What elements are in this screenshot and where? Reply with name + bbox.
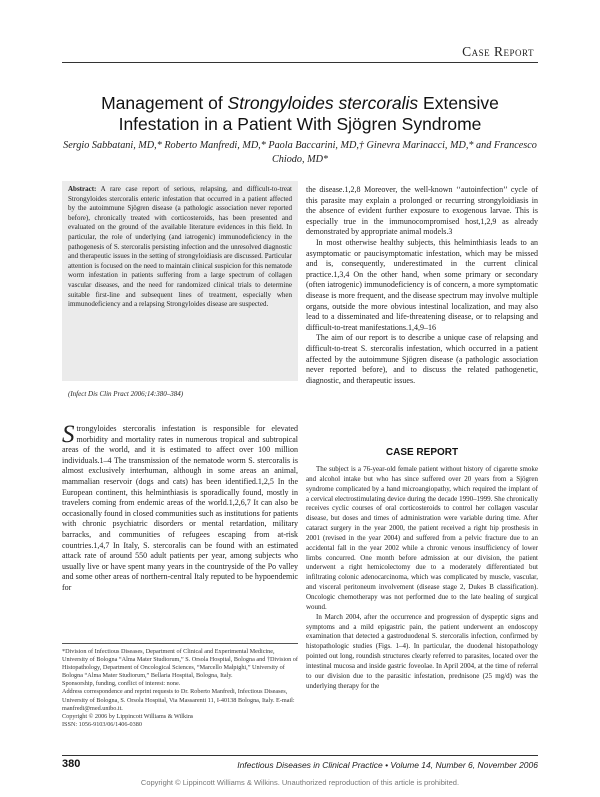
case-report-body [306,465,538,691]
copyright-notice: Copyright © Lippincott Williams & Wilkins. Unauthorized reproduction of this article is prohibited. [140,778,460,787]
footnotes [62,643,298,729]
title-species: Strongyloides stercoralis [227,93,419,113]
footnote-issn: ISSN: 1056-9103/06/1406-0380 [62,720,142,728]
title-end: Extensive Infestation in a Patient With Sjögren Syndrome [118,93,499,134]
abstract-box [62,181,298,381]
abstract-paragraph [68,185,292,310]
journal-footer: Infectious Diseases in Clinical Practice • Volume 14, Number 6, November 2006 [237,760,538,770]
abstract-text: A rare case report of serious, relapsing, and difficult-to-treat Strongyloides stercoralis enteric infestation that occurred in a patient affected by the autoimmune Sjögren disease (a pathologic association never reported before), chronically treated with corticosteroids, has been presented and evaluated on the ground of the available literature evidences in this field. In particular, the role of underlying (and iatrogenic) immunodeficiency in the pathogenesis of S. stercoralis persisting infection and the unresolved diagnostic and therapeutic issues in the setting of strongyloidiasis are discussed. Particular attention is focused on the need to maintain clinical suspicion for this nematode worm infestation in patients suffering from a large spectrum of collagen vascular diseases, and the need for randomized clinical trials to determine suitable first-line and subsequent lines of treatment, especially when immunodeficiency and a relapsing Strongyloides disease are suspected. [68,185,292,309]
case-paragraph-1: The subject is a 76-year-old female patient without history of cigarette smoke and alcohol intake but who has since suffered over 20 years from a Sjögren syndrome complicated by a hand microangiopathy, which required the implant of a cervical electrostimulating device during the decade 1990–1999. She chronically receives cyclic courses of oral corticosteroids to control her collagen vascular disease, but doses and times of administration were variable during time. After cataract surgery in the year 2000, the patient received a right hip prosthesis in 2001 (revised in the year 2004) and suffered from a pelvic fracture due to an accidental fall in the year 2002 while a chronic venous insufficiency of lower limbs concurred. One month before admission at our division, the patient underwent a right hemicolectomy due to a moderately differentiated but infiltrating colonic adenocarcinoma, which was complicated by muscle, vascular, and visceral peritoneum involvement (disease stage 2, Dukes B classification). Oncologic chemotherapy was not performed due to the late healing of surgical wound. [306,465,538,611]
intro-paragraph [62,421,298,594]
right-paragraph-1: the disease.1,2,8 Moreover, the well-known ‘‘autoinfection’’ cycle of this parasite may explain a prolonged or recurring strongyloidiasis in the absence of evident further exposure to exogenous larvae. This is especially true in the immunocompromised host,1,2,9 as already demonstrated by appropriate animal models.3 [306,185,538,237]
drop-cap: S [62,421,75,448]
right-paragraph-2: In most otherwise healthy subjects, this helminthiasis leads to an asymptomatic or paucisymptomatic infestation, which may be missed and is, consequently, underestimated in the current clinical practice.1,3,4 On the other hand, when some primary or secondary (often iatrogenic) immunodeficiency is of concern, a more symptomatic disease is more frequent, and the disease spectrum may involve multiple organs, outside the more obvious intestinal localization, and may also lead to a disseminated and life-threatening disease, or to relapsing and difficult-to-treat manifestations.1,4,9–16 [306,237,538,332]
footnote-affiliations: *Division of Infectious Diseases, Department of Clinical and Experimental Medicine, University of Bologna “Alma Mater Studiorum,” S. Orsola Hospital, Bologna and †Division of Histopathology, Department of Oncological Sciences, “Marcello Malpighi,” University of Bologna “Alma Mater Studiorum,” Bellaria Hospital, Bologna, Italy. [62,648,298,680]
intro-text: trongyloides stercoralis infestation is responsible for elevated morbidity and mortality rates in numerous tropical and subtropical areas of the world, and it is estimated to affect over 100 million individuals.1–4 The transmission of the nematode worm S. stercoralis is almost exclusively interhuman, although in some areas an animal, mammalian reservoir (dogs and cats) has been identified.1,2,5 In the European continent, this helminthiasis is sporadically found, mostly in travelers coming from endemic areas of the world.1,2,6,7 It can also be occasionally found in closed communities such as institutions for patients with chronic psychiatric disorders or mental retardation, military barracks, and communities of refugees escaping from at-risk countries.1,4,7 In Italy, S. stercoralis can be found with an estimated attack rate of around 550 adult patients per year, among subjects who usually live or have spent many years in the countryside of the Po valley and some other areas of northern-central Italy reputed to be hypoendemic for [62,424,298,592]
footnote-correspondence: Address correspondence and reprint requests to Dr. Roberto Manfredi, Infectious Diseases, University of Bologna, S. Orsola Hospital, Via Massarenti 11, I-40138 Bologna, Italy. E-mail: manfredi@med.unibo.it. [62,688,295,712]
right-column [306,185,538,386]
abstract-label: Abstract: [68,185,97,193]
journal-citation: (Infect Dis Clin Pract 2006;14:380–384) [68,390,184,398]
article-title [62,93,538,135]
title-start: Management of [101,93,228,113]
footer-rule [62,755,538,756]
intro-column [62,421,298,594]
right-paragraph-3: The aim of our report is to describe a unique case of relapsing and difficult-to-treat S. stercoralis infestation, which occurred in a patient affected by the autoimmune Sjögren disease (a pathologic association never reported before), and to discuss the related pathogenetic, diagnostic, and therapeutic issues. [306,333,538,385]
case-report-heading: CASE REPORT [385,447,459,458]
section-header: Case Report [462,44,534,59]
page-number: 380 [62,758,81,770]
case-paragraph-2: In March 2004, after the occurrence and progression of dyspeptic signs and symptoms and a mild epigastric pain, the patient underwent an endoscopy examination that detected a gastroduodenal S. stercoralis infection, confirmed by histopathologic studies (Figs. 1–4). In particular, the duodenal histopathology pointed out long, roundish structures clearly referred to parasites, located over the intestinal mucosa and inside gastric foveolae. In April 2004, at the time of referral to our division due to the parasitic infestation, prednisone (25 mg/d) was the underlying therapy for the [306,612,538,690]
author-list: Sergio Sabbatani, MD,* Roberto Manfredi, MD,* Paola Baccarini, MD,† Ginevra Marinacci, MD,* and Francesco Chiodo, MD* [63,140,537,165]
header-rule [62,62,538,63]
footnote-copyright: Copyright © 2006 by Lippincott Williams & Wilkins [62,712,194,720]
footnote-sponsorship: Sponsorship, funding, conflict of interest: none. [62,680,181,688]
